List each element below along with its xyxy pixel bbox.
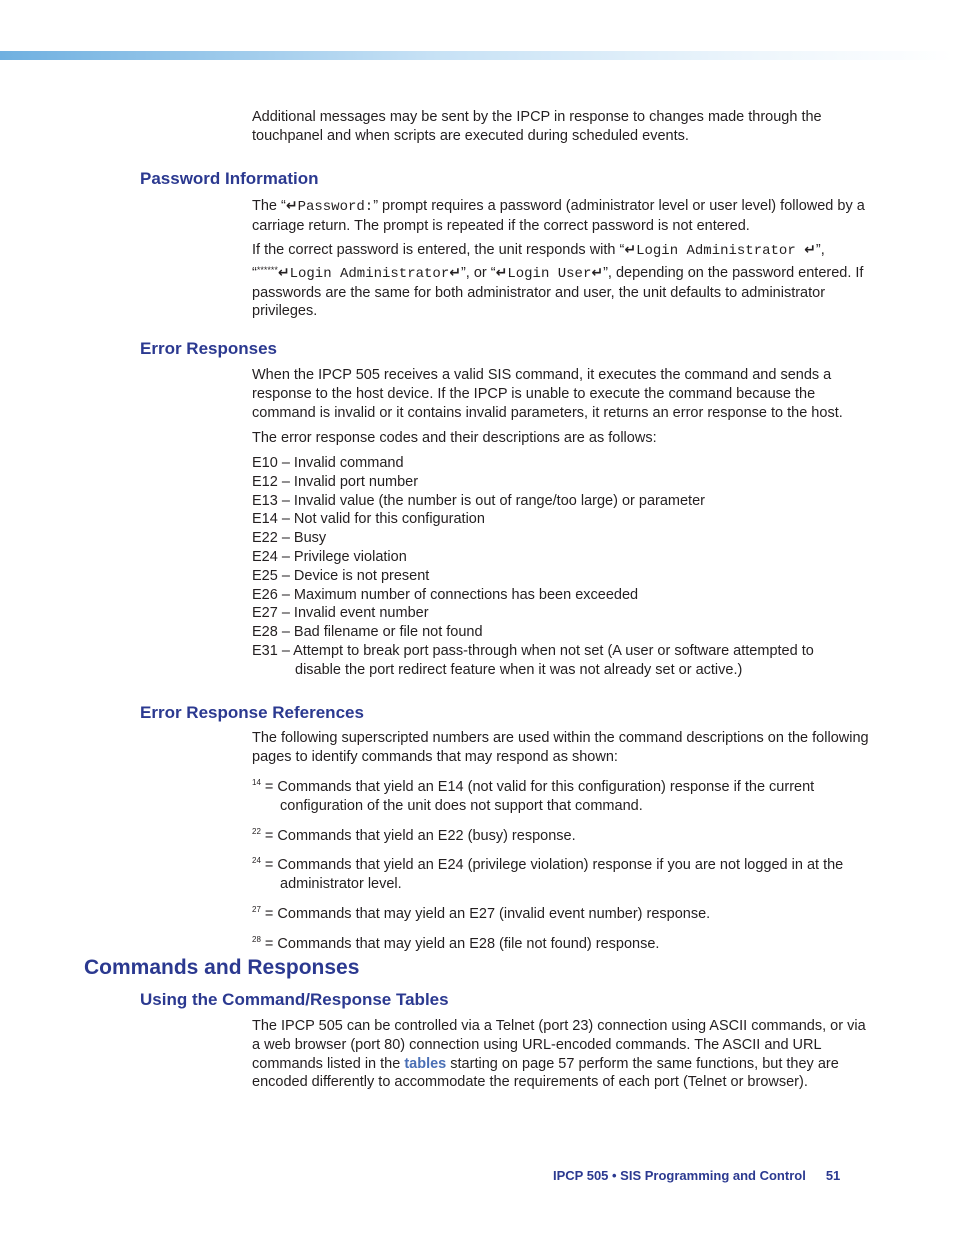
tables-link[interactable]: tables <box>404 1055 447 1072</box>
page-number: 51 <box>825 1168 841 1183</box>
error-code-item: E14 – Not valid for this configuration <box>252 511 485 528</box>
return-icon: ↵ <box>804 241 816 257</box>
reference-list <box>252 774 872 961</box>
password-heading: Password Information <box>140 169 319 188</box>
error-code-item: E22 – Busy <box>252 530 327 547</box>
return-icon: ↵ <box>591 263 604 280</box>
error-code-item: E10 – Invalid command <box>252 455 404 471</box>
error-code-item: E31 – Attempt to break port pass-through when not set (A user or software attempted to disable the port redirect feature when it was not already set or active.) <box>252 642 814 678</box>
password-paragraph-1: The “↵Password:” prompt requires a password (administrator level or user level) followed by a carriage return. The prompt is repeated if the correct password is not entered. <box>252 197 865 234</box>
error-references-heading: Error Response References <box>140 703 364 722</box>
error-code-item: E24 – Privilege violation <box>252 548 407 565</box>
return-icon: ↵ <box>449 263 461 280</box>
error-code-item: E12 – Invalid port number <box>252 473 419 490</box>
reference-item: $^{22}$ = Commands that yield an E22 (busy) response. <box>252 826 576 844</box>
password-paragraph-2: If the correct password is entered, the unit responds with “↵Login Administrator ↵”, “******↵Login Administrator↵”, or “↵Login User↵”, depending on the password entered. If passwords are the same for both administrator and user, the unit defaults to administrator privileges. <box>252 241 864 320</box>
error-code-list <box>252 454 872 680</box>
reference-item: $^{24}$ = Commands that yield an E24 (privilege violation) response if you are not logged in at the administrator level. <box>252 856 844 893</box>
return-icon: ↵ <box>285 197 298 213</box>
return-icon: ↵ <box>277 263 290 280</box>
intro-paragraph: Additional messages may be sent by the IPCP in response to changes made through the touchpanel and when scripts are executed during scheduled events. <box>252 109 822 144</box>
reference-item: $^{27}$ = Commands that may yield an E27 (invalid event number) response. <box>252 904 711 922</box>
reference-item: $^{14}$ = Commands that yield an E14 (not valid for this configuration) response if the current configuration of the unit does not support that command. <box>252 778 815 814</box>
error-responses-heading: Error Responses <box>140 339 277 358</box>
commands-heading: Commands and Responses <box>84 956 360 979</box>
header-accent-bar <box>0 51 954 60</box>
error-code-item: E26 – Maximum number of connections has been exceeded <box>252 586 639 603</box>
error-references-paragraph: The following superscripted numbers are used within the command descriptions on the following pages to identify commands that may respond as shown: <box>252 730 869 765</box>
error-code-item: E13 – Invalid value (the number is out of range/too large) or parameter <box>252 492 705 509</box>
error-codes-intro: The error response codes and their descriptions are as follows: <box>252 430 657 446</box>
reference-item: $^{28}$ = Commands that may yield an E28 (file not found) response. <box>252 934 660 952</box>
command-tables-heading: Using the Command/Response Tables <box>140 990 449 1009</box>
return-icon: ↵ <box>624 241 637 257</box>
error-code-item: E25 – Device is not present <box>252 567 430 584</box>
error-code-item: E27 – Invalid event number <box>252 605 429 622</box>
command-tables-paragraph: The IPCP 505 can be controlled via a Telnet (port 23) connection using ASCII commands, or via a web browser (port 80) connection using URL-encoded commands. The ASCII and URL commands listed in the tables starting on page 57 perform the same functions, but they are encoded differently to accommodate the requirements of each port (Telnet or browser). <box>252 1018 866 1091</box>
footer-title: IPCP 505 • SIS Programming and Control <box>553 1168 806 1183</box>
page-footer <box>553 1168 840 1183</box>
return-icon: ↵ <box>495 263 508 280</box>
error-code-item: E28 – Bad filename or file not found <box>252 624 483 641</box>
error-responses-paragraph: When the IPCP 505 receives a valid SIS command, it executes the command and sends a response to the host device. If the IPCP is unable to execute the command because the command is invalid or it contains invalid parameters, it returns an error response to the host. <box>252 367 843 421</box>
